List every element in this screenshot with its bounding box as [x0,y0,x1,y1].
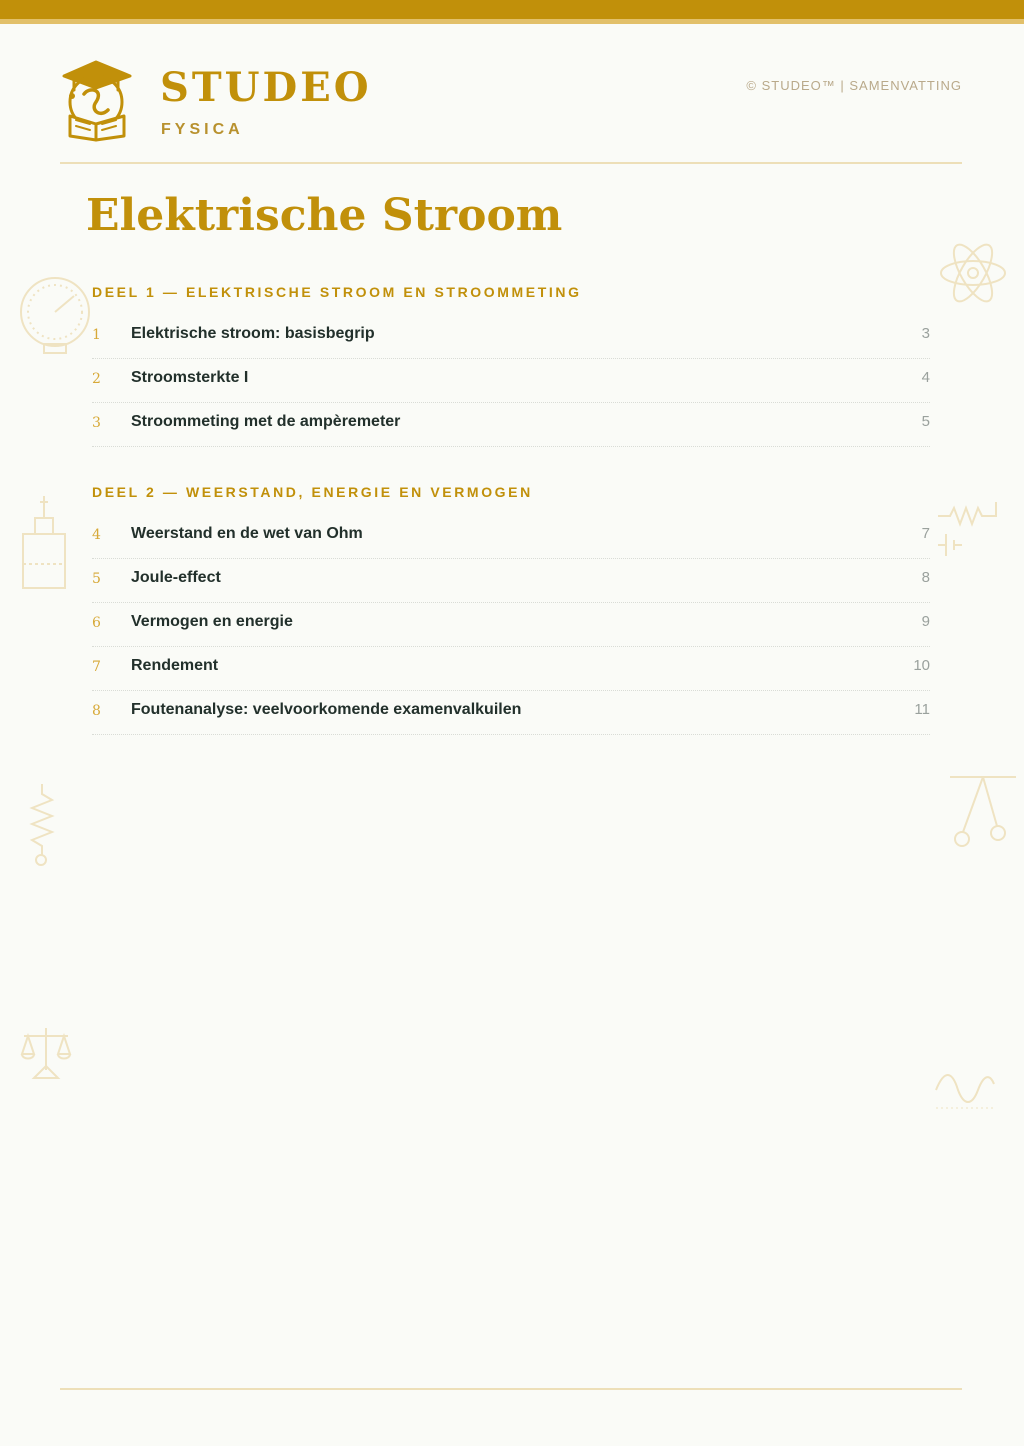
brand-name: STUDEO [160,64,372,111]
toc-title: Stroommeting met de ampèremeter [131,413,401,430]
top-accent-stripe [0,19,1024,24]
toc-page-number: 8 [921,569,930,586]
toc-row[interactable] [92,358,930,403]
battery-icon [20,494,68,592]
toc-number: 3 [92,415,101,431]
toc-number: 6 [92,615,101,631]
toc-title: Foutenanalyse: veelvoorkomende examenvalkuilen [131,701,522,718]
toc-title: Vermogen en energie [131,613,293,630]
copyright-label: © STUDEO™ | SAMENVATTING [746,78,962,93]
section-heading-1: DEEL 1 — ELEKTRISCHE STROOM EN STROOMMETING [92,284,582,300]
header-divider [60,162,962,164]
toc-title: Joule-effect [131,569,221,586]
sine-wave-icon [934,1072,996,1112]
toc-page-number: 7 [921,525,930,542]
toc-title: Elektrische stroom: basisbegrip [131,325,375,342]
toc-number: 4 [92,527,101,543]
toc-row[interactable] [92,690,930,735]
page-title: Elektrische Stroom [86,190,563,241]
resistor-circuit-icon [936,498,1000,560]
resistor-coil-icon [28,782,56,868]
toc-page-number: 11 [914,701,930,718]
toc-row[interactable] [92,514,930,559]
section-heading-2: DEEL 2 — WEERSTAND, ENERGIE EN VERMOGEN [92,484,533,500]
toc-title: Weerstand en de wet van Ohm [131,525,363,542]
toc-row[interactable] [92,314,930,359]
toc-number: 5 [92,571,101,587]
balance-scale-icon [20,1026,72,1082]
toc-page-number: 10 [913,657,930,674]
toc-row[interactable] [92,402,930,447]
atom-icon [938,240,1008,306]
top-accent-bar [0,0,1024,19]
toc-number: 7 [92,659,101,675]
toc-number: 2 [92,371,101,387]
toc-row[interactable] [92,646,930,691]
toc-row[interactable] [92,558,930,603]
toc-page-number: 5 [921,413,930,430]
subject-label: FYSICA [161,121,244,138]
toc-page-number: 3 [921,325,930,342]
toc-title: Rendement [131,657,219,674]
logo-graduation-cap-book-icon [60,60,136,142]
gauge-icon [18,276,92,358]
toc-page-number: 9 [921,613,930,630]
toc-number: 1 [92,327,101,343]
toc-row[interactable] [92,602,930,647]
toc-number: 8 [92,703,101,719]
pendulum-icon [950,774,1018,852]
footer-divider [60,1388,962,1390]
toc-title: Stroomsterkte I [131,369,249,386]
toc-page-number: 4 [921,369,930,386]
